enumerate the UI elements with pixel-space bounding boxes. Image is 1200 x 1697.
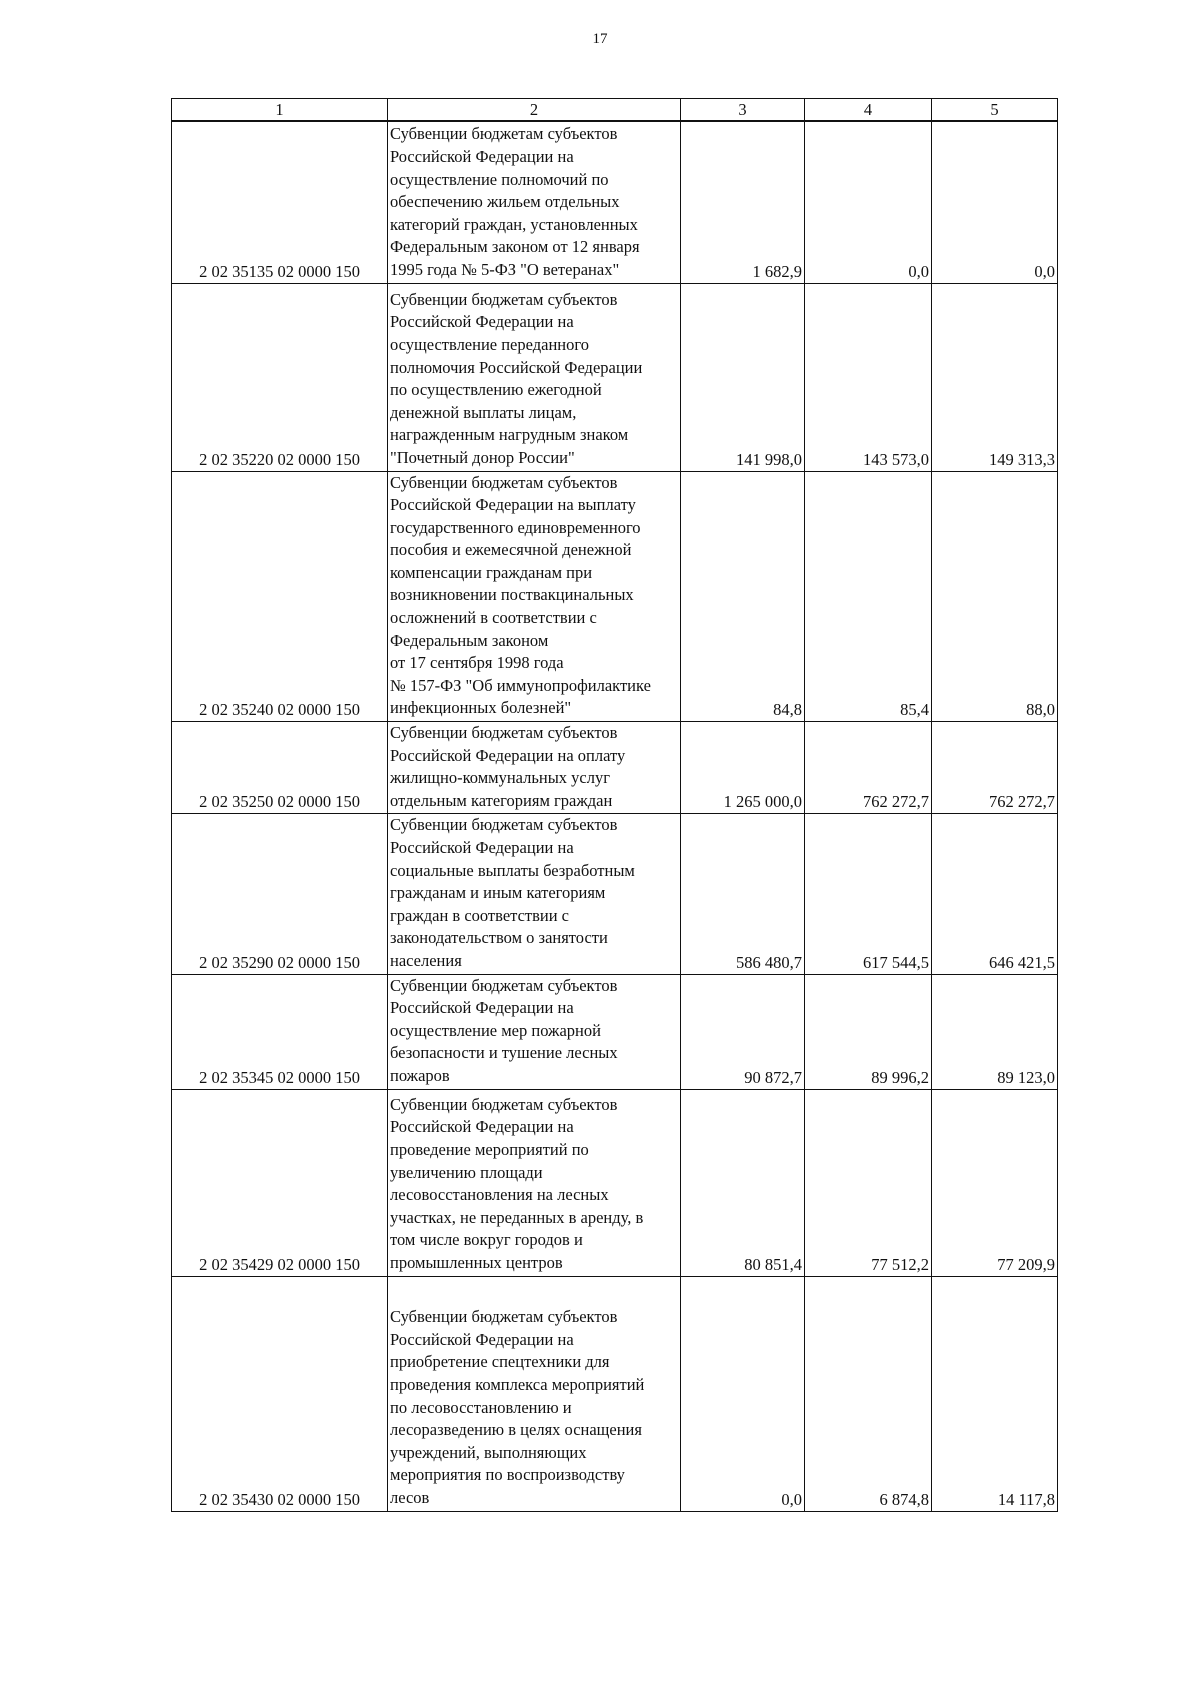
amount-col4-cell: 143 573,0 xyxy=(805,283,932,471)
amount-col3-cell: 0,0 xyxy=(681,1276,805,1511)
description-line: Российской Федерации на xyxy=(390,998,574,1018)
description-line: проведения комплекса мероприятий xyxy=(390,1375,645,1394)
description-line: отдельным категориям граждан xyxy=(390,790,613,810)
description-cell xyxy=(388,814,681,974)
description-line: осуществление мер пожарной xyxy=(390,1020,601,1040)
description-line: компенсации гражданам при xyxy=(390,562,593,582)
header-row xyxy=(172,99,1058,122)
amount-col3-cell: 1 682,9 xyxy=(681,121,805,283)
description-line: пособия и ежемесячной денежной xyxy=(390,540,632,560)
budget-code-cell: 2 02 35135 02 0000 150 xyxy=(172,121,388,283)
table-row xyxy=(172,722,1058,814)
amount-col5-cell: 762 272,7 xyxy=(932,722,1058,814)
table-row xyxy=(172,471,1058,722)
table-row xyxy=(172,1276,1058,1511)
amount-col3-cell: 586 480,7 xyxy=(681,814,805,974)
description-line: полномочия Российской Федерации xyxy=(390,357,643,377)
amount-col4-cell: 6 874,8 xyxy=(805,1276,932,1511)
description-line: увеличению площади xyxy=(390,1162,543,1182)
description-line: "Почетный донор России" xyxy=(390,447,575,467)
description-line: участках, не переданных в аренду, в xyxy=(390,1207,644,1227)
description-line: лесов xyxy=(390,1487,430,1507)
description-line: Субвенции бюджетам субъектов xyxy=(390,124,618,144)
description-cell xyxy=(388,1276,681,1511)
description-line: 1995 года № 5-ФЗ "О ветеранах" xyxy=(390,259,620,279)
description-cell xyxy=(388,1089,681,1276)
description-line: по лесовосстановлению и xyxy=(390,1397,572,1417)
amount-col5-cell: 646 421,5 xyxy=(932,814,1058,974)
table-body xyxy=(172,121,1058,1511)
budget-code-cell: 2 02 35345 02 0000 150 xyxy=(172,974,388,1089)
description-line: Субвенции бюджетам субъектов xyxy=(390,1094,618,1114)
description-cell xyxy=(388,471,681,722)
table-row xyxy=(172,121,1058,283)
description-line: гражданам и иным категориям xyxy=(390,883,606,903)
description-line: Российской Федерации на xyxy=(390,312,574,332)
amount-col4-cell: 762 272,7 xyxy=(805,722,932,814)
amount-col4-cell: 617 544,5 xyxy=(805,814,932,974)
description-line: категорий граждан, установленных xyxy=(390,214,638,234)
description-line: Субвенции бюджетам субъектов xyxy=(390,289,618,309)
description-line: Российской Федерации на выплату xyxy=(390,495,636,515)
description-cell xyxy=(388,121,681,283)
description-line: от 17 сентября 1998 года xyxy=(390,653,564,673)
page-number: 17 xyxy=(592,31,608,47)
budget-code-cell: 2 02 35429 02 0000 150 xyxy=(172,1089,388,1276)
header-col-5: 5 xyxy=(932,99,1058,122)
amount-col3-cell: 90 872,7 xyxy=(681,974,805,1089)
description-line: Российской Федерации на xyxy=(390,838,574,857)
description-line: Российской Федерации на xyxy=(390,1329,574,1349)
amount-col4-cell: 85,4 xyxy=(805,471,932,722)
description-line: Российской Федерации на xyxy=(390,1117,574,1137)
description-line: государственного единовременного xyxy=(390,517,641,537)
budget-code-cell: 2 02 35250 02 0000 150 xyxy=(172,722,388,814)
amount-col4-cell: 0,0 xyxy=(805,121,932,283)
header-col-1: 1 xyxy=(172,99,388,122)
description-line: Субвенции бюджетам субъектов xyxy=(390,815,618,835)
description-line: Субвенции бюджетам субъектов xyxy=(390,975,618,995)
table-row xyxy=(172,974,1058,1089)
budget-code-cell: 2 02 35290 02 0000 150 xyxy=(172,814,388,974)
description-line: социальные выплаты безработным xyxy=(390,860,635,880)
description-line: том числе вокруг городов и xyxy=(390,1230,583,1250)
description-line: населения xyxy=(390,950,462,970)
budget-code-cell: 2 02 35430 02 0000 150 xyxy=(172,1276,388,1511)
description-line: Субвенции бюджетам субъектов xyxy=(390,1307,618,1327)
description-line: мероприятия по воспроизводству xyxy=(390,1465,625,1485)
amount-col5-cell: 77 209,9 xyxy=(932,1089,1058,1276)
budget-code-cell: 2 02 35220 02 0000 150 xyxy=(172,283,388,471)
table-row xyxy=(172,814,1058,974)
description-cell xyxy=(388,974,681,1089)
description-line: осложнений в соответствии с xyxy=(390,608,597,628)
header-col-4: 4 xyxy=(805,99,932,122)
description-line: обеспечению жильем отдельных xyxy=(390,192,620,212)
description-line: промышленных центров xyxy=(390,1252,563,1272)
amount-col5-cell: 149 313,3 xyxy=(932,283,1058,471)
description-line: Субвенции бюджетам субъектов xyxy=(390,723,618,743)
table-row xyxy=(172,283,1058,471)
amount-col3-cell: 84,8 xyxy=(681,471,805,722)
description-line: лесовосстановления на лесных xyxy=(390,1185,609,1205)
description-line: осуществление переданного xyxy=(390,334,589,354)
description-line: Федеральным законом xyxy=(390,630,549,650)
description-cell xyxy=(388,283,681,471)
amount-col5-cell: 0,0 xyxy=(932,121,1058,283)
description-line: награжденным нагрудным знаком xyxy=(390,425,629,445)
description-cell xyxy=(388,722,681,814)
description-line: учреждений, выполняющих xyxy=(390,1442,587,1462)
description-line: лесоразведению в целях оснащения xyxy=(390,1420,642,1440)
amount-col5-cell: 88,0 xyxy=(932,471,1058,722)
description-line: по осуществлению ежегодной xyxy=(390,380,602,400)
amount-col5-cell: 89 123,0 xyxy=(932,974,1058,1089)
header-col-2: 2 xyxy=(388,99,681,122)
description-line: Субвенции бюджетам субъектов xyxy=(390,472,618,492)
amount-col3-cell: 1 265 000,0 xyxy=(681,722,805,814)
description-line: № 157-ФЗ "Об иммунопрофилактике xyxy=(390,675,651,695)
description-line: приобретение спецтехники для xyxy=(390,1352,610,1372)
table-row xyxy=(172,1089,1058,1276)
description-line: возникновении поствакцинальных xyxy=(390,585,634,605)
amount-col3-cell: 80 851,4 xyxy=(681,1089,805,1276)
description-line: осуществление полномочий по xyxy=(390,169,609,189)
amount-col5-cell: 14 117,8 xyxy=(932,1276,1058,1511)
description-line: жилищно-коммунальных услуг xyxy=(390,768,610,788)
description-line: граждан в соответствии с xyxy=(390,905,570,925)
description-line: инфекционных болезней" xyxy=(390,698,572,718)
budget-table xyxy=(171,98,1058,1512)
amount-col4-cell: 77 512,2 xyxy=(805,1089,932,1276)
description-line: безопасности и тушение лесных xyxy=(390,1043,618,1063)
description-line: Федеральным законом от 12 января xyxy=(390,237,640,257)
description-line: пожаров xyxy=(390,1065,450,1085)
budget-code-cell: 2 02 35240 02 0000 150 xyxy=(172,471,388,722)
description-line: проведение мероприятий по xyxy=(390,1140,589,1159)
header-col-3: 3 xyxy=(681,99,805,122)
description-line: денежной выплаты лицам, xyxy=(390,402,577,422)
description-line: Российской Федерации на xyxy=(390,146,574,166)
description-line: законодательством о занятости xyxy=(390,928,608,948)
table-header xyxy=(172,99,1058,122)
amount-col3-cell: 141 998,0 xyxy=(681,283,805,471)
amount-col4-cell: 89 996,2 xyxy=(805,974,932,1089)
description-line: Российской Федерации на оплату xyxy=(390,745,626,765)
